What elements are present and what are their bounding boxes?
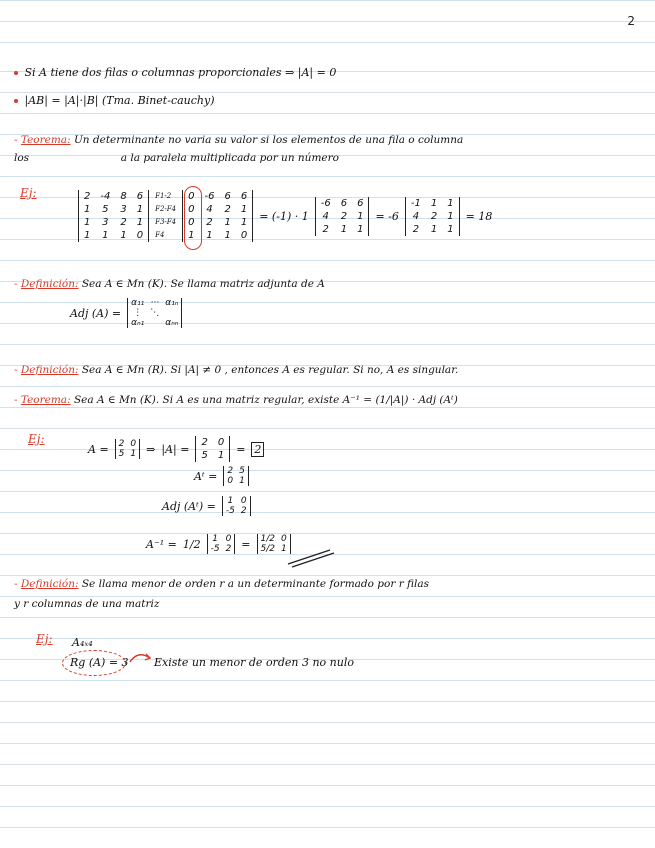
- inverse-equals: =: [241, 537, 251, 551]
- ejemplo-2-line-2: [194, 466, 249, 486]
- ejemplo-1-eq-2: = -6: [375, 209, 399, 223]
- bullet-line-1: [14, 66, 336, 79]
- matrix-a: 2 0 5 1: [115, 439, 140, 459]
- definicion-1-label: Definición:: [20, 278, 79, 290]
- ejemplo-2-line-3: [162, 496, 251, 516]
- teorema-2-line: - Teorema: Sea A ∈ Mn (K). Si A es una matriz regular, existe A⁻¹ = (1/|A|) · Adj (Aᵗ): [14, 394, 458, 406]
- definicion-1-line: - Definición: Sea A ∈ Mn (K). Se llama matriz adjunta de A: [14, 278, 325, 290]
- bullet-dot-icon: [14, 71, 18, 75]
- ejemplo-1-result: = 18: [465, 209, 493, 223]
- ejemplo-1-eq-1: = (-1) · 1: [259, 209, 309, 223]
- ejemplo-2-line-1: A = 2 0 5 1 ⇒ |A| = 2 0 5 1 = 2: [88, 436, 264, 462]
- teorema-1-line-2: [14, 152, 339, 164]
- bullet-text-1: Si A tiene dos filas o columnas proporcionales ⇒ |A| = 0: [24, 66, 337, 79]
- ejemplo-3-label: Ej:: [36, 632, 53, 646]
- matrix-inv-factor: 1 0 -5 2: [207, 534, 236, 554]
- det-a-result: 2: [251, 442, 264, 457]
- page-number: 2: [627, 14, 635, 28]
- det-a-label: |A| =: [161, 442, 190, 456]
- definicion-1-text: Sea A ∈ Mn (K). Se llama matriz adjunta de A: [81, 278, 325, 290]
- matrix-3x3-b: -1 1 1 4 2 1 2 1 1: [405, 197, 460, 236]
- adj-at-label: Adj (Aᵗ) =: [162, 499, 216, 513]
- matrix-at: 2 5 0 1: [223, 466, 248, 486]
- definicion-3-text-2: y r columnas de una matriz: [14, 598, 160, 610]
- bullet-dot-icon: [14, 99, 18, 103]
- transpose-label: Aᵗ =: [194, 469, 218, 483]
- teorema-1-text-2: a la paralela multiplicada por un número: [120, 152, 339, 164]
- matrix-4x4-reduced: 0 -6 6 6 0 4 2 1 0 2 1 1 1 1 1 0: [182, 190, 253, 242]
- teorema-1-label: Teorema:: [20, 134, 71, 146]
- adjunta-matrix: α₁₁ ··· α₁ₙ ⋮ ⋱ αₙ₁ αₙₙ: [127, 298, 182, 328]
- bullet-text-2: |AB| = |A|·|B| (Tma. Binet-cauchy): [24, 94, 215, 107]
- definicion-2-label: Definición:: [20, 364, 79, 376]
- ejemplo-1-expression: [78, 190, 492, 242]
- det-a-matrix: 2 0 5 1: [195, 436, 230, 462]
- implies-arrow-icon: ⇒: [146, 442, 156, 456]
- arrow-icon: [128, 652, 152, 666]
- definicion-2-line: - Definición: Sea A ∈ Mn (R). Si |A| ≠ 0 , entonces A es regular. Si no, A es singular.: [14, 364, 459, 376]
- ejemplo-2-line-4: [146, 534, 291, 554]
- adjunta-expression: [70, 298, 182, 328]
- adjunta-label: Adj (A) =: [70, 306, 122, 320]
- matrix-4x4-reduced-wrap: [182, 190, 253, 242]
- definicion-3-label: Definición:: [20, 578, 79, 590]
- ejemplo-3-rank: Rg (A) = 3: [70, 656, 129, 669]
- ejemplo-3-matrix-size: A₄ₓ₄: [72, 636, 93, 649]
- teorema-1-text-1: Un determinante no varia su valor si los elementos de una fila o columna: [73, 134, 464, 146]
- inverse-fraction: 1/2: [182, 537, 201, 551]
- ejemplo-1-label: Ej:: [20, 186, 37, 200]
- ejemplo-3-note: Existe un menor de orden 3 no nulo: [154, 656, 354, 669]
- bullet-line-2: [14, 94, 215, 107]
- teorema-1-text-left: los: [14, 152, 30, 164]
- teorema-2-text: Sea A ∈ Mn (K). Si A es una matriz regular, existe A⁻¹ = (1/|A|) · Adj (Aᵗ): [73, 394, 458, 406]
- column-highlight-oval: [184, 186, 202, 250]
- teorema-2-label: Teorema:: [20, 394, 71, 406]
- matrix-adj-at: 1 0 -5 2: [222, 496, 251, 516]
- matrix-a-label: A =: [88, 442, 109, 456]
- row-operations: F1-2 F2-F4 F3-F4 F4: [155, 192, 177, 239]
- matrix-inverse: 1/2 0 5/2 1: [257, 534, 291, 554]
- definicion-3-text-1: Se llama menor de orden r a un determinante formado por r filas: [81, 578, 430, 590]
- definicion-3-line-2: [14, 598, 159, 610]
- definicion-2-text: Sea A ∈ Mn (R). Si |A| ≠ 0 , entonces A es regular. Si no, A es singular.: [81, 364, 459, 376]
- ejemplo-2-label: Ej:: [28, 432, 45, 446]
- result-double-underline: [286, 546, 336, 568]
- matrix-4x4-original: 2 -4 8 6 1 5 3 1 1 3 2 1 1 1 1 0: [78, 190, 149, 242]
- rank-dashed-oval: [62, 650, 126, 676]
- inverse-label: A⁻¹ =: [146, 537, 177, 551]
- definicion-3-line-1: - Definición: Se llama menor de orden r a un determinante formado por r filas: [14, 578, 430, 590]
- teorema-1-line-1: - Teorema: Un determinante no varia su valor si los elementos de una fila o columna: [14, 134, 464, 146]
- matrix-3x3-a: -6 6 6 4 2 1 2 1 1: [315, 197, 370, 236]
